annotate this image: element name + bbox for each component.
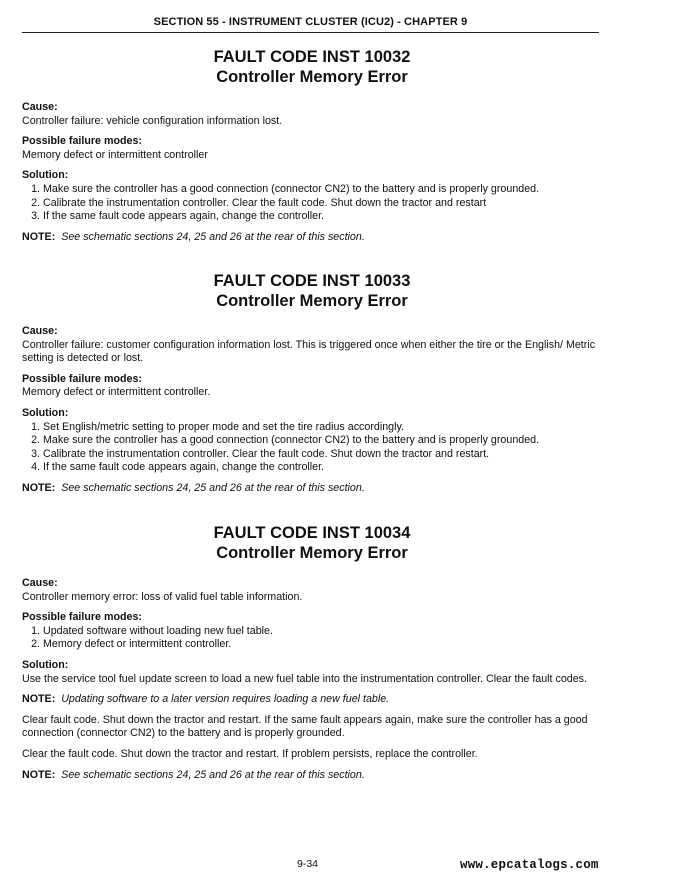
fault-code-heading: FAULT CODE INST 10033: [213, 272, 411, 290]
note-text: See schematic sections 24, 25 and 26 at the rear of this section.: [61, 481, 365, 494]
note: [22, 482, 602, 496]
solution-step: 4. If the same fault code appears again, change the controller.: [43, 461, 602, 475]
note-label: NOTE:: [22, 693, 56, 706]
note: [22, 769, 602, 783]
failure-modes-text: Memory defect or intermittent controller.: [22, 386, 211, 399]
solution-steps: [22, 421, 602, 475]
fault-title: Controller Memory Error: [216, 67, 408, 86]
cause-label: Cause:: [22, 101, 58, 113]
website-watermark: www.epcatalogs.com: [460, 858, 599, 872]
failure-modes-label: Possible failure modes:: [22, 372, 142, 385]
failure-mode-item: 2. Memory defect or intermittent controller.: [43, 638, 602, 652]
fault-title: Controller Memory Error: [216, 543, 408, 562]
note-label: NOTE:: [22, 230, 56, 243]
note-label: NOTE:: [22, 481, 56, 494]
solution-label: Solution:: [22, 406, 69, 419]
fault-code-heading: FAULT CODE INST 10032: [213, 48, 411, 66]
fault-section-10034: [22, 524, 602, 782]
solution-step: 2. Make sure the controller has a good connection (connector CN2) to the battery and is properly grounded.: [43, 434, 602, 448]
failure-modes-text: Memory defect or intermittent controller: [22, 148, 208, 161]
failure-modes-label: Possible failure modes:: [22, 135, 142, 148]
page-header: SECTION 55 - INSTRUMENT CLUSTER (ICU2) - CHAPTER 9: [153, 16, 468, 28]
note-text: Updating software to a later version requires loading a new fuel table.: [61, 693, 390, 706]
failure-modes-list: [22, 625, 602, 652]
note-text: See schematic sections 24, 25 and 26 at the rear of this section.: [61, 230, 365, 243]
solution-step: 3. If the same fault code appears again, change the controller.: [43, 210, 602, 224]
fault-code-heading: FAULT CODE INST 10034: [213, 524, 411, 542]
note-text: See schematic sections 24, 25 and 26 at the rear of this section.: [61, 768, 365, 781]
instruction-paragraph: Clear fault code. Shut down the tractor and restart. If the same fault appears again, make sure the controller has a good connection (connector CN2) to the battery and is properly grounded.: [22, 713, 588, 740]
solution-steps: [22, 183, 602, 224]
solution-text: Use the service tool fuel update screen to load a new fuel table into the instrumentation controller. Clear the fault codes.: [22, 672, 587, 685]
note-label: NOTE:: [22, 768, 56, 781]
fault-section-10033: [22, 272, 602, 496]
solution-label: Solution:: [22, 658, 69, 671]
header-divider: [22, 32, 599, 33]
failure-modes-label: Possible failure modes:: [22, 611, 142, 624]
solution-step: 2. Calibrate the instrumentation controller. Clear the fault code. Shut down the tractor and restart: [43, 197, 602, 211]
note: [22, 231, 602, 245]
cause-text: Controller failure: vehicle configuration information lost.: [22, 114, 283, 127]
solution-label: Solution:: [22, 169, 69, 182]
solution-step: 1. Make sure the controller has a good connection (connector CN2) to the battery and is properly grounded.: [43, 183, 602, 197]
cause-text: Controller failure: customer configuration information lost. This is triggered once when either the tire or the English/ Metric setting is detected or lost.: [22, 338, 596, 365]
instruction-paragraph: Clear the fault code. Shut down the tractor and restart. If problem persists, replace the controller.: [22, 747, 478, 760]
solution-step: 1. Set English/metric setting to proper mode and set the tire radius accordingly.: [43, 421, 602, 435]
cause-text: Controller memory error: loss of valid fuel table information.: [22, 590, 303, 603]
page-number: 9-34: [297, 858, 319, 870]
note: [22, 693, 602, 707]
cause-label: Cause:: [22, 325, 58, 337]
solution-step: 3. Calibrate the instrumentation controller. Clear the fault code. Shut down the tractor and restart.: [43, 448, 602, 462]
fault-title: Controller Memory Error: [216, 291, 408, 310]
fault-section-10032: [22, 48, 602, 244]
cause-label: Cause:: [22, 577, 58, 589]
failure-mode-item: 1. Updated software without loading new fuel table.: [43, 625, 602, 639]
